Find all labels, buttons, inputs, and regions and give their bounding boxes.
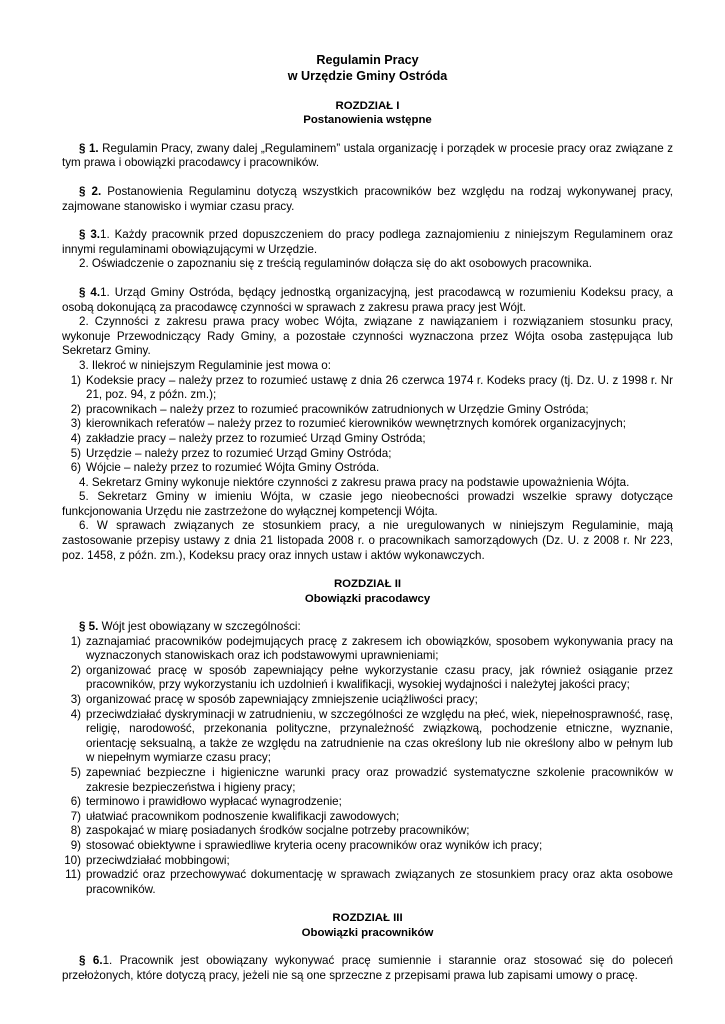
list-item-text: Wójcie – należy przez to rozumieć Wójta Gminy Ostróda. <box>86 461 380 475</box>
list-item <box>62 854 673 869</box>
list-item <box>62 839 673 854</box>
paragraph-3-symbol: § 3. <box>79 228 101 242</box>
title-line-1: Regulamin Pracy <box>316 53 419 67</box>
list-item-text: stosować obiektywne i sprawiedliwe kryteria oceny pracowników oraz wyników ich pracy; <box>86 838 543 852</box>
paragraph-2-text: Postanowienia Regulaminu dotyczą wszystkich pracowników bez względu na rodzaj wykonywanej pracy, zajmowane stanowisko i wymiar czasu pracy. <box>62 185 674 213</box>
list-item <box>62 417 673 432</box>
list-item-number: 3) <box>70 417 81 431</box>
employer-duties-list <box>62 635 673 898</box>
list-item-number: 8) <box>70 824 81 838</box>
list-item-text: kierownikach referatów – należy przez to rozumieć kierowników wewnętrznych komórek organizacyjnych; <box>86 417 626 431</box>
paragraph-5-intro: Wójt jest obowiązany w szczególności: <box>98 620 301 634</box>
document-page <box>62 52 673 983</box>
paragraph-4-section-4: 4. Sekretarz Gminy wykonuje niektóre czynności z zakresu prawa pracy na podstawie upoważnienia Wójta. <box>79 475 630 489</box>
paragraph-4-section-5: 5. Sekretarz Gminy w imieniu Wójta, w czasie jego nieobecności prowadzi wszelkie sprawy dotyczące funkcjonowania Urzędu nie zastrzeżone do wyłącznej kompetencji Wójta. <box>62 490 673 518</box>
chapter-3-title: Obowiązki pracowników <box>301 926 434 939</box>
paragraph-6-section-1-text: 1. Pracownik jest obowiązany wykonywać pracę sumiennie i starannie oraz stosować się do poleceń przełożonych, które dotyczą pracy, jeżeli nie są one sprzeczne z przepisami prawa lub zapisami umowy o pracę. <box>62 954 673 982</box>
list-item <box>62 708 673 766</box>
chapter-2-heading <box>62 577 673 606</box>
list-item-text: zakładzie pracy – należy przez to rozumieć Urząd Gminy Ostróda; <box>86 431 426 445</box>
list-item-number: 2) <box>70 663 81 677</box>
list-item <box>62 824 673 839</box>
list-item-text: prowadzić oraz przechowywać dokumentację w sprawach związanych ze stosunkiem pracy oraz akta osobowe pracowników. <box>86 868 673 896</box>
paragraph-4-symbol: § 4. <box>79 285 101 299</box>
list-item-number: 1) <box>70 373 81 387</box>
list-item-text: przeciwdziałać dyskryminacji w zatrudnieniu, w szczególności ze względu na płeć, wiek, niepełnosprawność, rasę, religię, narodowość, przekonania polityczne, przynależność związkową, pochodzenie etniczne, wyznanie, orientację seksualną, a także ze względu na zatrudnienie na czas określony lub nie określony albo w pełnym lub w niepełnym wymiarze czasu pracy; <box>86 707 673 765</box>
paragraph-4-section-1 <box>62 286 673 315</box>
paragraph-5 <box>62 620 673 635</box>
paragraph-1 <box>62 142 673 171</box>
chapter-3-heading <box>62 911 673 940</box>
list-item-number: 6) <box>70 795 81 809</box>
list-item-number: 5) <box>70 766 81 779</box>
chapter-1-title: Postanowienia wstępne <box>303 114 432 127</box>
chapter-1-heading <box>62 99 673 128</box>
list-item-text: zaznajamiać pracowników podejmujących pracę z zakresem ich obowiązków, sposobem wykonywania pracy na wyznaczonych stanowiskach oraz ich podstawowymi uprawnieniami; <box>86 634 673 663</box>
paragraph-6-symbol: § 6. <box>79 954 103 968</box>
list-item-text: pracownikach – należy przez to rozumieć pracowników zatrudnionych w Urzędzie Gminy Ostróda; <box>86 402 589 416</box>
paragraph-1-symbol: § 1. <box>79 141 99 155</box>
list-item-text: zaspokajać w miarę posiadanych środków socjalne potrzeby pracowników; <box>86 824 470 838</box>
paragraph-3-section-1-text: 1. Każdy pracownik przed dopuszczeniem do pracy podlega zaznajomieniu z niniejszym Regulaminem oraz innymi regulaminami obowiązującymi w Urzędzie. <box>62 228 673 256</box>
list-item <box>62 374 673 403</box>
list-item-number: 1) <box>70 634 81 648</box>
list-item-number: 6) <box>70 461 81 475</box>
list-item-number: 2) <box>70 402 81 416</box>
paragraph-4-section-3: 3. Ilekroć w niniejszym Regulaminie jest mowa o: <box>79 358 331 372</box>
list-item-number: 3) <box>70 693 81 707</box>
list-item <box>62 664 673 693</box>
paragraph-6-section-1 <box>62 954 673 983</box>
title-line-2: w Urzędzie Gminy Ostróda <box>287 69 448 83</box>
list-item-number: 9) <box>70 838 81 852</box>
list-item-number: 4) <box>70 707 81 721</box>
list-item-text: organizować pracę w sposób zapewniający zmniejszenie uciążliwości pracy; <box>86 693 478 707</box>
list-item <box>62 810 673 825</box>
list-item-text: Urzędzie – należy przez to rozumieć Urząd Gminy Ostróda; <box>86 446 392 460</box>
list-item <box>62 795 673 810</box>
list-item-text: Kodeksie pracy – należy przez to rozumieć ustawę z dnia 26 czerwca 1974 r. Kodeks pracy (tj. Dz. U. z 1998 r. Nr 21, poz. 94, z późn. zm.); <box>86 373 673 402</box>
list-item <box>62 868 673 897</box>
list-item <box>62 461 673 476</box>
list-item-number: 5) <box>70 446 81 460</box>
list-item <box>62 432 673 447</box>
list-item <box>62 447 673 462</box>
chapter-2-number: ROZDZIAŁ II <box>333 578 402 591</box>
paragraph-5-symbol: § 5. <box>79 620 99 634</box>
chapter-2-title: Obowiązki pracodawcy <box>304 592 431 605</box>
document-title <box>62 52 673 84</box>
paragraph-4-section-6: 6. W sprawach związanych ze stosunkiem pracy, a nie uregulowanych w niniejszym Regulaminie, mają zastosowanie przepisy ustawy z dnia 21 listopada 2008 r. o pracownikach samorządowych (Dz. U. z 2008 r. Nr 223, poz. 1458, z późn. zm.), Kodeksu pracy oraz innych ustaw i aktów wykonawczych. <box>62 519 673 562</box>
paragraph-3-section-1 <box>62 228 673 257</box>
paragraph-4-section-2: 2. Czynności z zakresu prawa pracy wobec Wójta, związane z nawiązaniem i rozwiązaniem stosunku pracy, wykonuje Przewodniczący Rady Gminy, a pozostałe czynności wyznaczona przez Wójta osoba zastępująca lub Sekretarz Gminy. <box>62 315 673 358</box>
list-item <box>62 403 673 418</box>
paragraph-3-section-2: 2. Oświadczenie o zapoznaniu się z treścią regulaminów dołącza się do akt osobowych pracownika. <box>79 257 592 271</box>
list-item <box>62 693 673 708</box>
list-item-number: 10) <box>64 853 81 867</box>
chapter-1-number: ROZDZIAŁ I <box>335 100 400 112</box>
list-item-text: terminowo i prawidłowo wypłacać wynagrodzenie; <box>86 795 342 809</box>
paragraph-1-text: Regulamin Pracy, zwany dalej „Regulaminem” ustala organizację i porządek w procesie pracy oraz związane z tym prawa i obowiązki pracodawcy i pracowników. <box>62 141 673 170</box>
list-item-text: ułatwiać pracownikom podnoszenie kwalifikacji zawodowych; <box>86 809 400 823</box>
list-item <box>62 766 673 795</box>
list-item-number: 4) <box>70 431 81 445</box>
list-item-number: 11) <box>65 868 81 882</box>
definitions-list <box>62 374 673 476</box>
chapter-3-number: ROZDZIAŁ III <box>332 912 403 925</box>
paragraph-2-symbol: § 2. <box>79 185 102 198</box>
list-item-text: zapewniać bezpieczne i higieniczne warunki pracy oraz prowadzić systematyczne szkolenie pracowników w zakresie bezpieczeństwa i higieny pracy; <box>86 766 673 794</box>
list-item <box>62 635 673 664</box>
list-item-text: przeciwdziałać mobbingowi; <box>86 853 230 867</box>
list-item-text: organizować pracę w sposób zapewniający pełne wykorzystanie czasu pracy, jak również osiąganie przez pracowników, przy wykorzystaniu ich uzdolnień i kwalifikacji, wysokiej wydajności i należytej jakości pracy; <box>86 663 673 692</box>
list-item-number: 7) <box>70 809 81 823</box>
paragraph-2 <box>62 185 673 214</box>
paragraph-4-section-1-text: 1. Urząd Gminy Ostróda, będący jednostką organizacyjną, jest pracodawcą w rozumieniu Kodeksu pracy, a osobą dokonującą za pracodawcę czynności w sprawach z zakresu prawa pracy jest Wójt. <box>62 285 673 314</box>
